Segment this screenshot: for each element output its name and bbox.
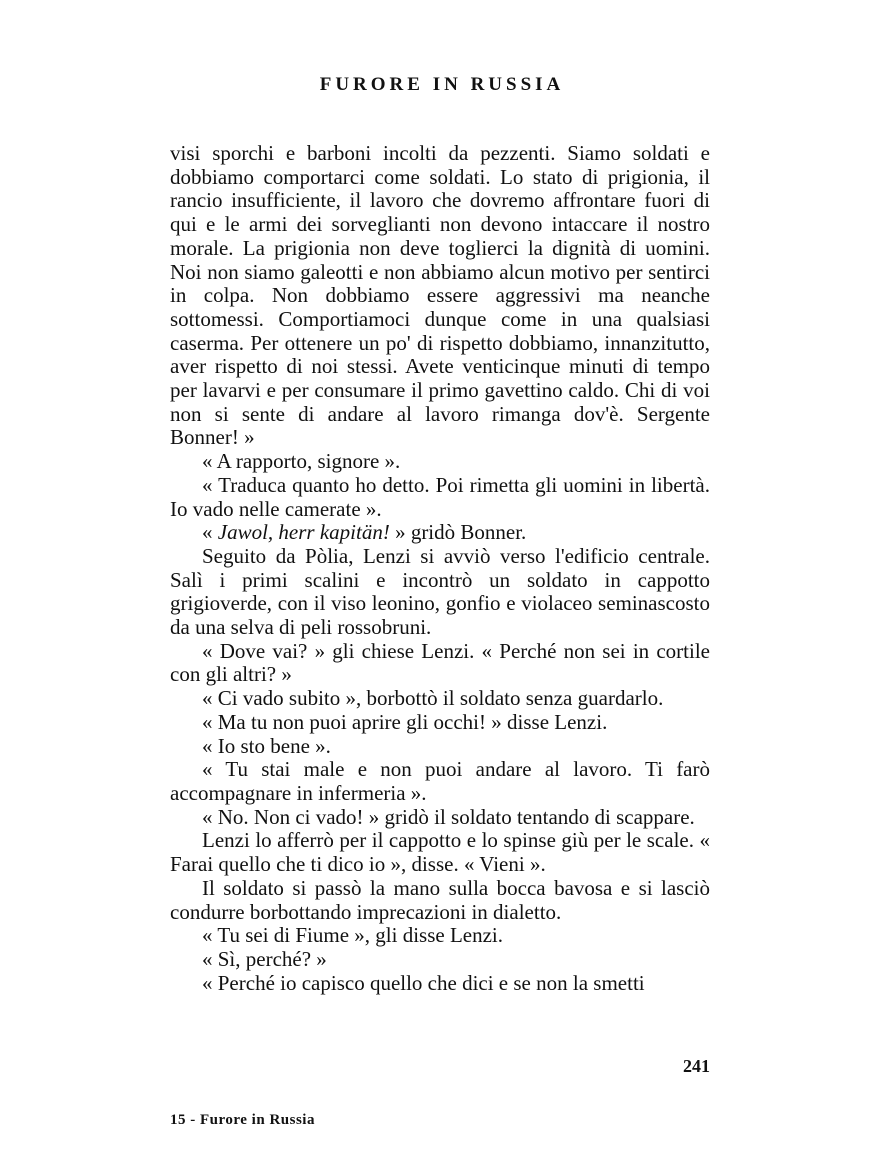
paragraph: « Tu sei di Fiume », gli disse Lenzi. [202, 923, 504, 948]
body-text [170, 142, 710, 995]
quote-open: « [202, 520, 218, 545]
paragraph: « Traduca quanto ho detto. Poi rimetta gli uomini in libertà. Io vado nelle camerate ». [170, 472, 710, 521]
quote-close: » gridò Bonner. [389, 520, 527, 545]
paragraph: « A rapporto, signore ». [202, 449, 401, 474]
signature-mark: 15 - Furore in Russia [170, 1112, 315, 1128]
paragraph: « Tu stai male e non puoi andare al lavoro. Ti farò accompagnare in infermeria ». [170, 757, 710, 805]
paragraph-continuation: visi sporchi e barboni incolti da pezzenti. Siamo soldati e dobbiamo comportarci come soldati. Lo stato di prigionia, il rancio insufficiente, il lavoro che dovremo affrontare fuori di qui e le armi dei sorveglianti non devono intaccare il nostro morale. La prigionia non deve toglierci la dignità di uomini. Noi non siamo galeotti e non abbiamo alcun motivo per sentirci in colpa. Non dobbiamo essere aggressivi ma neanche sottomessi. Comportiamoci dunque come in una qualsiasi caserma. Per ottenere un po' di rispetto dobbiamo, innanzitutto, aver rispetto di noi stessi. Avete venticinque minuti di tempo per lavarvi e per consumare il primo gavettino caldo. Chi di voi non si sente di andare al lavoro rimanga dov'è. Sergente Bonner! » [170, 141, 710, 450]
paragraph: Il soldato si passò la mano sulla bocca bavosa e si lasciò condurre borbottando imprecazioni in dialetto. [170, 875, 710, 924]
paragraph-italic-quote [170, 521, 710, 545]
paragraph: « Ma tu non puoi aprire gli occhi! » disse Lenzi. [202, 709, 608, 734]
paragraph: Lenzi lo afferrò per il cappotto e lo spinse giù per le scale. « Farai quello che ti dico io », disse. « Vieni ». [170, 828, 710, 877]
paragraph: « Io sto bene ». [202, 733, 331, 758]
paragraph: « No. Non ci vado! » gridò il soldato tentando di scappare. [202, 804, 695, 829]
paragraph: « Dove vai? » gli chiese Lenzi. « Perché non sei in cortile con gli altri? » [170, 638, 710, 687]
italic-phrase: Jawol, herr kapitän! [217, 520, 390, 545]
paragraph: « Sì, perché? » [202, 946, 327, 971]
paragraph: « Perché io capisco quello che dici e se non la smetti [202, 970, 645, 995]
running-head: FURORE IN RUSSIA [319, 74, 565, 95]
paragraph: « Ci vado subito », borbottò il soldato senza guardarlo. [202, 686, 664, 711]
page-number: 241 [683, 1056, 710, 1076]
paragraph: Seguito da Pòlia, Lenzi si avviò verso l'edificio centrale. Salì i primi scalini e incontrò un soldato in cappotto grigioverde, con il viso leonino, gonfio e violaceo seminascosto da una selva di peli rossobruni. [170, 543, 710, 640]
